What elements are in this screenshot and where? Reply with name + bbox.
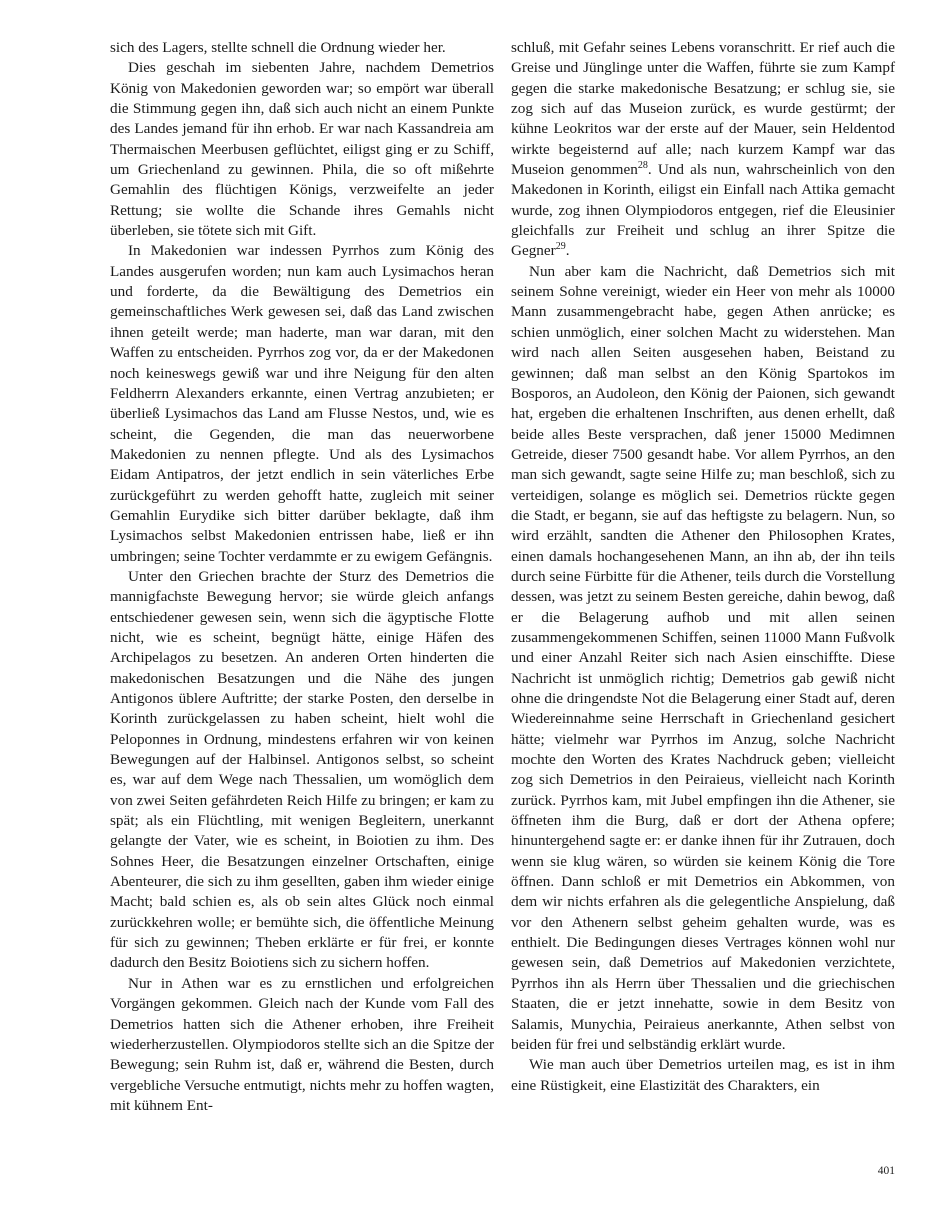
footnote-marker[interactable]: 28 — [637, 160, 648, 171]
paragraph-text: schluß, mit Gefahr seines Lebens voranschritt. Er rief auch die Greise und Jünglinge unter die Waffen, führte sie zum Kampf gegen die starke makedonische Besatzung; er schlug sie, sie zog sich auf das Museion zurück, es wurde gestürmt; der kühne Leokritos war der erste auf der Mauer, sein Heldentod wirkte begeisternd auf alle; nach kurzem Kampf war das Museion genommen — [511, 39, 895, 179]
left-text-column — [110, 38, 494, 1116]
page-number: 401 — [877, 1165, 895, 1177]
paragraph — [511, 38, 895, 262]
paragraph: Unter den Griechen brachte der Sturz des Demetrios die mannigfachste Bewegung hervor; sie würde gleich anfangs entschiedener gewesen sein, wenn sich die ägyptische Flotte nicht, wie es scheint, begnügt hätte, einige Häfen des Archipelagos zu besetzen. An anderen Orten hinderten die makedonischen Besatzungen und die Nähe des jungen Antigonos üblere Auftritte; der starke Posten, den derselbe in Korinth zurückgelassen zu haben scheint, hielt wohl die Peloponnes in Ordnung, mindestens erfahren wir von keinen Bewegungen auf der Halbinsel. Antigonos selbst, so scheint es, war auf dem Wege nach Thessalien, um womöglich dem von zwei Seiten gefährdeten Reich Hilfe zu bringen; er kam zu spät; als ein Flüchtling, mit wenigen Begleitern, unerkannt gelangte der Vater, wie es scheint, in Boiotien zu ihm. Des Sohnes Heer, die Besatzungen einzelner Ortschaften, einige Abenteurer, die sich zu ihm gesellten, gaben ihm wieder einige Macht; bald schien es, als ob sein altes Glück noch einmal zurückkehren wolle; er bemühte sich, die öffentliche Meinung für sich zu gewinnen; Theben erklärte er für frei, er konnte dadurch den Besitz Boiotiens sich zu sichern hoffen. — [110, 567, 494, 972]
paragraph-text: . Und als nun, wahrscheinlich von den Makedonen in Korinth, eiligst ein Einfall nach Attika gemacht wurde, zog ihnen Olympiodoros entgegen, rief die Eleusinier gleichfalls zur Freiheit und schlug an ihrer Spitze die Gegner — [511, 161, 895, 260]
paragraph: Dies geschah im siebenten Jahre, nachdem Demetrios König von Makedonien geworden war; so empört war überall die Stimmung gegen ihn, daß sich auch nicht an einem Punkte des Landes jemand für ihn erhob. Er war nach Kassandreia am Thermaischen Meerbusen geflüchtet, eiligst ging er zu Schiff, um Griechenland zu gewinnen. Phila, die so oft mißehrte Gemahlin des flüchtigen Königs, verzweifelte an jeder Rettung; sie wollte die Schande ihres Gemahls nicht überleben, sie tötete sich mit Gift. — [110, 59, 494, 240]
paragraph: Nun aber kam die Nachricht, daß Demetrios sich mit seinem Sohne vereinigt, wieder ein Heer von mehr als 10000 Mann zusammengebracht habe, gegen Athen anrücke; es schien unmöglich, einer solchen Macht zu widerstehen. Man wird nach allen Seiten ausgesehen haben, Beistand zu gewinnen; daß man selbst an den König Spartokos im Bosporos, an Audoleon, den König der Paionen, sich gewandt hat, ergeben die erhaltenen Inschriften, aus denen erhellt, daß beide alles Beste versprachen, daß jener 15000 Medimnen Getreide, dieser 7500 gesandt habe. Vor allem Pyrrhos, an den man sich gewandt, sagte seine Hilfe zu; man beschloß, sich zu verteidigen, solange es möglich sei. Demetrios rückte gegen die Stadt, er begann, sie auf das heftigste zu belagern. Nun, so wird erzählt, sandten die Athener den Philosophen Krates, einen damals hochangesehenen Mann, an ihn ab, der ihn teils durch seine Fürbitte für die Athener, teils durch die Vorstellung dessen, was jetzt zu seinem Besten gereiche, dahin bewog, daß er die Belagerung aufhob und mit allen seinen zusammengekommenen Schiffen, seinen 11000 Mann Fußvolk und einer Anzahl Reiter sich nach Asien einschiffte. Diese Nachricht ist unmöglich richtig; Demetrios gab gewiß nicht ohne die dringendste Not die Belagerung einer Stadt auf, deren Wiedereinnahme seine Herrschaft in Griechenland gesichert hätte; vielmehr war Pyrrhos im Anzug, solche Nachricht mochte den Worten des Krates Nachdruck geben; vielleicht zog sich Demetrios in den Peiraieus, vielleicht nach Korinth zurück. Pyrrhos kam, mit Jubel empfingen ihn die Athener, sie öffneten ihm die Burg, daß er dort der Athena opfere; hinuntergehend sagte er: er danke ihnen für ihr Zutrauen, doch wenn sie klug wären, so würden sie keinem König die Tore öffnen. Dann schloß er mit Demetrios ein Abkommen, von dem wir nichts erfahren als die gelegentliche Anspielung, daß vor den Athenern selbst geheim gehalten wurde, was es enthielt. Die Bedingungen dieses Vertrages können wohl nur gewesen sein, daß Demetrios auf Makedonien verzichtete, Pyrrhos ihn als Herrn über Thessalien und die griechischen Staaten, die er jetzt innehatte, sowie in dem Besitz von Salamis, Munychia, Peiraieus anerkannte, Athen selbst von beiden für frei und selbständig erklärt wurde. — [511, 262, 895, 1053]
paragraph-text: . — [565, 242, 570, 260]
paragraph: sich des Lagers, stellte schnell die Ordnung wieder her. — [110, 39, 446, 56]
paragraph: Wie man auch über Demetrios urteilen mag, es ist in ihm eine Rüstigkeit, eine Elastizität des Charakters, ein — [511, 1056, 895, 1094]
paragraph: Nur in Athen war es zu ernstlichen und erfolgreichen Vorgängen gekommen. Gleich nach der Kunde vom Fall des Demetrios hatten sich die Athener erhoben, ihre Freiheit wiederherzustellen. Olympiodoros stellte sich an die Spitze der Bewegung; sein Ruhm ist, daß er, während die Besten, durch vergebliche Versuche entmutigt, nichts mehr zu hoffen wagten, mit kühnem Ent- — [110, 974, 494, 1114]
right-text-column — [511, 38, 895, 1096]
paragraph: In Makedonien war indessen Pyrrhos zum König des Landes ausgerufen worden; nun kam auch Lysimachos heran und forderte, da die Bewältigung des Demetrios ein gemeinschaftliches Werk gewesen sei, daß das Land zwischen ihnen geteilt werde; man haderte, man war daran, mit den Waffen zu entscheiden. Pyrrhos zog vor, da er der Makedonen noch keineswegs gewiß war und ihre Neigung für den alten Feldherrn Alexanders erkannte, einen Vertrag anzubieten; er überließ Lysimachos das Land am Flusse Nestos, und, wie es scheint, die Gegenden, die man das neuerworbene Makedonien zu nennen pflegte. Und als des Lysimachos Eidam Antipatros, der jetzt endlich in sein väterliches Erbe zurückgeführt zu werden gehofft hatte, zugleich mit seiner Gemahlin Eurydike sich bitter darüber beklagte, daß ihm Lysimachos selbst Makedonien entrissen habe, ließ er ihn umbringen; seine Tochter verdammte er zu ewigem Gefängnis. — [110, 242, 494, 565]
footnote-marker[interactable]: 29 — [555, 241, 566, 253]
